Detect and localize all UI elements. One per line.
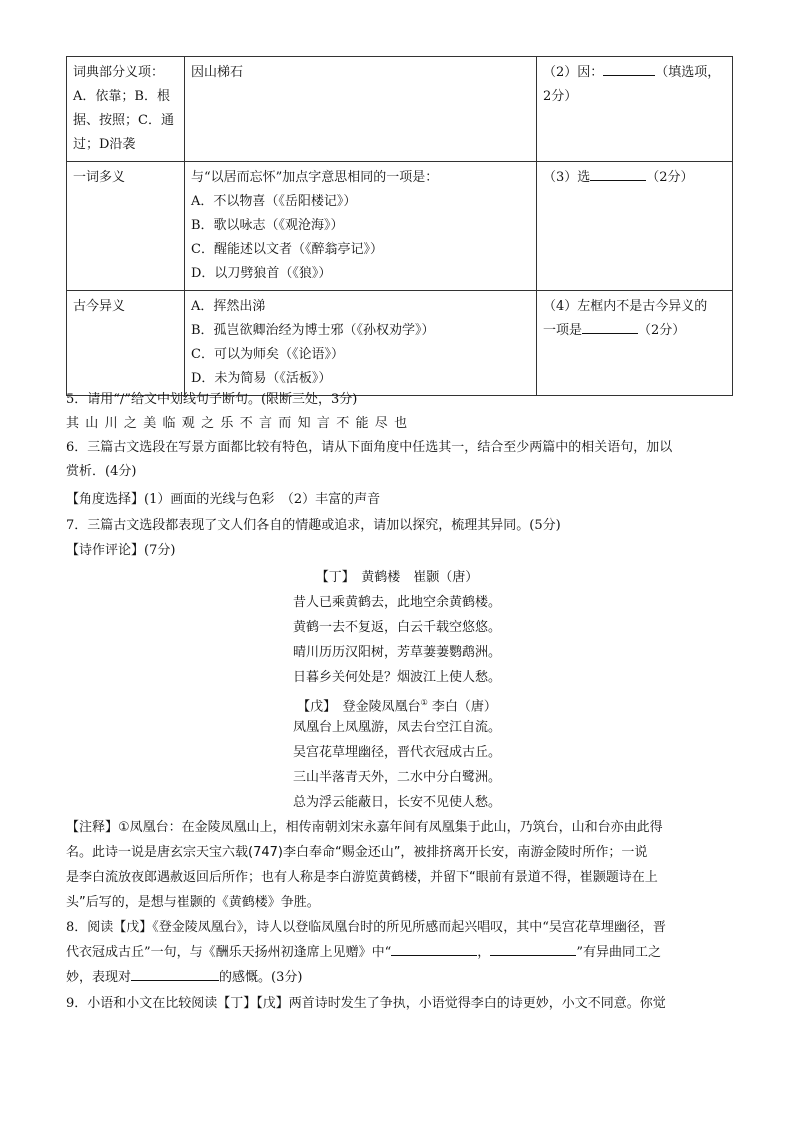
row-question-2: （2）因： （填选项， 2分）	[537, 57, 733, 162]
poem-ding-line: 日暮乡关何处是？烟波江上使人愁。	[292, 670, 501, 685]
answer-blank[interactable]	[603, 61, 655, 76]
annotation-line: 头”后写的，是想与崔颢的《黄鹤楼》争胜。	[66, 895, 320, 910]
question-8-line3: 妙，表现对 的感慨。(3分)	[66, 966, 734, 990]
poem-ding-line: 昔人已乘黄鹤去，此地空余黄鹤楼。	[292, 595, 501, 610]
annotation-line: 【注释】①凤凰台：在金陵凤凰山上，相传南朝刘宋永嘉年间有凤凰集于此山，乃筑台，山和台亦由此得	[66, 820, 663, 835]
annotation-line: 名。此诗一说是唐玄宗天宝六载(747)李白奉命“赐金还山”，被排挤离开长安，南游金陵时所作；一说	[66, 845, 648, 860]
answer-blank[interactable]	[391, 941, 477, 956]
annotation-line: 是李白流放夜郎遇赦返回后所作；也有人称是李白游览黄鹤楼，并留下“眼前有景道不得，崔颢题诗在上	[66, 870, 658, 885]
poem-wu-title: 【戊】 登金陵凤凰台① 李白（唐）	[297, 698, 497, 715]
question-6-line1: 6．三篇古文选段在写景方面都比较有特色，请从下面角度中任选其一，结合至少两篇中的相关语句，加以	[66, 440, 673, 455]
table-row	[67, 162, 733, 291]
row-label-polysemy: 一词多义	[67, 162, 185, 291]
question-7: 7．三篇古文选段都表现了文人们各自的情趣或追求，请加以探究，梳理其异同。(5分)	[66, 518, 561, 533]
answer-blank[interactable]	[582, 319, 638, 334]
question-6-line2: 赏析．(4分)	[66, 464, 137, 479]
poem-wu-line: 凤凰台上凤凰游，凤去台空江自流。	[292, 720, 501, 735]
poem-wu-line: 总为浮云能蔽日，长安不见使人愁。	[292, 795, 501, 810]
question-5-sentence: 其山川之美临观之乐不言而知言不能尽也	[66, 416, 414, 431]
row-question-3: （3）选 （2分）	[537, 162, 733, 291]
poem-wu-line: 吴宫花草埋幽径，晋代衣冠成古丘。	[292, 745, 501, 760]
table-row	[67, 57, 733, 162]
vocabulary-table	[66, 56, 733, 396]
answer-blank[interactable]	[490, 941, 576, 956]
poem-ding-title: 【丁】 黄鹤楼 崔颢（唐）	[315, 570, 479, 585]
question-6-angles: 【角度选择】(1）画面的光线与色彩 （2）丰富的声音	[66, 492, 381, 507]
question-9-line1: 9．小语和小文在比较阅读【丁】【戊】两首诗时发生了争执，小语觉得李白的诗更妙，小文不同意。你觉	[66, 996, 666, 1011]
question-5: 5．请用“/”给文中划线句子断句。(限断三处，3分)	[66, 392, 358, 407]
question-8-line1: 8．阅读【戊】《登金陵凤凰台》，诗人以登临凤凰台时的所见所感而起兴唱叹，其中“吴宫花草埋幽径，晋	[66, 920, 666, 935]
question-8-line2: 代衣冠成古丘”一句，与《酬乐天扬州初逢席上见赠》中“ ， ”有异曲同工之	[66, 941, 734, 965]
row-question-4: （4）左框内不是古今异义的 一项是 （2分）	[537, 291, 733, 396]
answer-blank[interactable]	[590, 166, 646, 181]
row-content-ancient-modern: A．挥然出涕 B．孤岂欲卿治经为博士邪（《孙权劝学》） C．可以为师矣（《论语》） D．未为简易（《活板》）	[185, 291, 537, 396]
poem-wu-line: 三山半落青天外，二水中分白鹭洲。	[292, 770, 501, 785]
poem-ding-line: 黄鹤一去不复返，白云千载空悠悠。	[292, 620, 501, 635]
row-label-dictionary: 词典部分义项： A．依靠；B．根 据、按照；C．通 过；D沿袭	[67, 57, 185, 162]
row-content-dictionary: 因山梯石	[185, 57, 537, 162]
row-label-ancient-modern: 古今异义	[67, 291, 185, 396]
poem-ding-line: 晴川历历汉阳树，芳草萋萋鹦鹉洲。	[292, 645, 501, 660]
poetry-section-title: 【诗作评论】(7分)	[66, 543, 176, 558]
table-row	[67, 291, 733, 396]
answer-blank[interactable]	[131, 966, 219, 981]
row-content-polysemy: 与“以居而忘怀”加点字意思相同的一项是： A．不以物喜（《岳阳楼记》） B．歌以咏志（《观沧海》） C．醒能述以文者（《醉翁亭记》） D．以刀劈狼首（《狼》）	[185, 162, 537, 291]
